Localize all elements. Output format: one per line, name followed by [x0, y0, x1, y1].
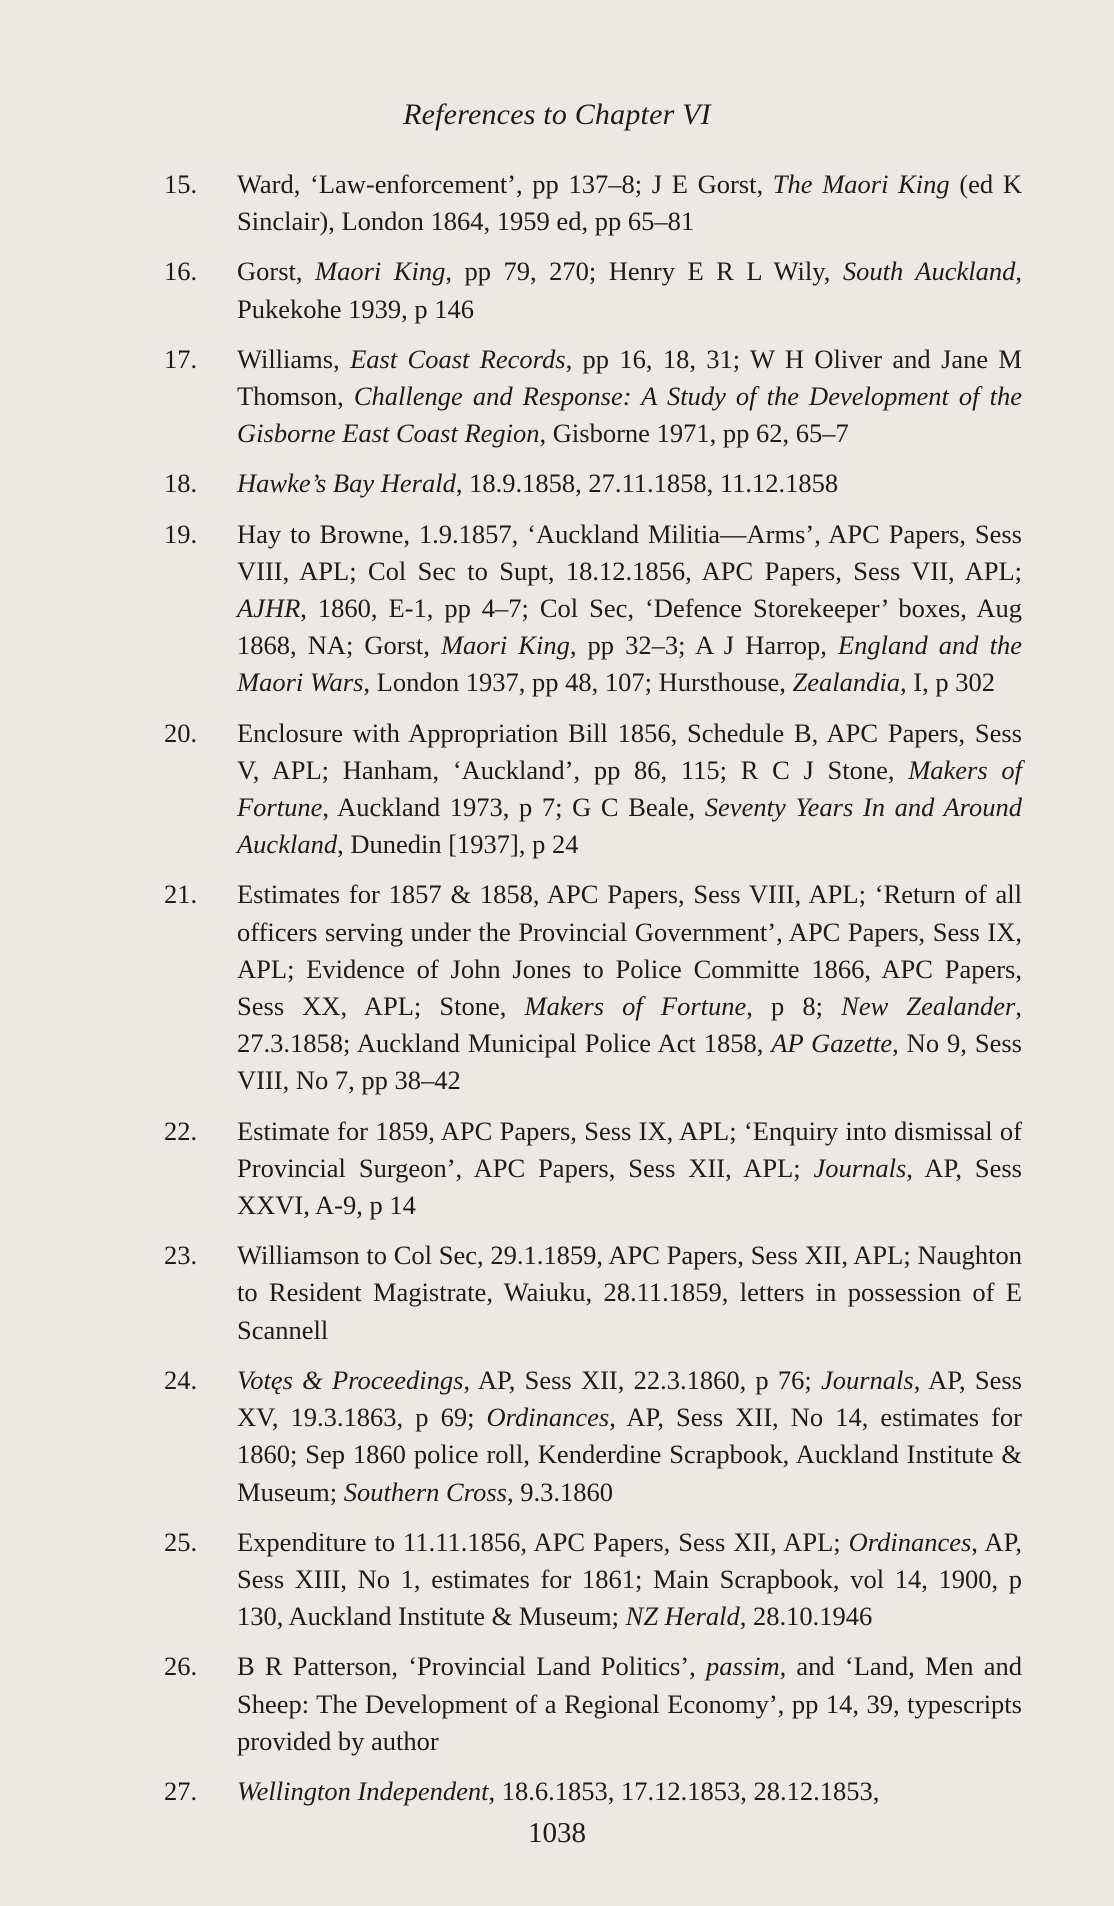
running-header: References to Chapter VI [403, 98, 711, 131]
reference-title: passim [705, 1651, 780, 1682]
reference-item [164, 1362, 1022, 1511]
reference-list [164, 166, 1022, 1823]
reference-text-segment: , pp 79, 270; Henry E R L Wily, [445, 256, 843, 287]
reference-text [237, 718, 1022, 860]
reference-text [237, 1776, 879, 1806]
reference-text-segment: , 28.10.1946 [739, 1601, 873, 1632]
reference-title: Hawke’s Bay Herald [237, 468, 456, 499]
reference-text [237, 1651, 1022, 1755]
reference-item [164, 1773, 1022, 1810]
reference-title: New Zealander [841, 991, 1016, 1022]
reference-text-segment: Williams, [237, 343, 351, 374]
reference-text-segment: Williamson to Col Sec, 29.1.1859, APC Papers, Sess XII, APL; Naughton to Resident Magistrate, Waiuku, 28.11.1859, letters in possession of E Scannell [237, 1240, 1022, 1345]
reference-text-segment: , AP, Sess XV, 19.3.1863, p 69; [237, 1364, 1022, 1433]
reference-number: 15. [164, 169, 198, 199]
reference-text-segment: , 18.9.1858, 27.11.1858, 11.12.1858 [455, 468, 839, 499]
reference-title: The Maori King [772, 169, 950, 199]
reference-text-segment: , Gisborne 1971, pp 62, 65–7 [539, 418, 849, 449]
reference-title: Makers of Fortune [524, 991, 747, 1022]
reference-number: 17. [164, 343, 198, 374]
reference-item [164, 1524, 1022, 1636]
reference-item [164, 516, 1022, 702]
reference-text [237, 344, 1022, 448]
reference-text [237, 468, 838, 498]
reference-text-segment: Estimates for 1857 & 1858, APC Papers, Sess VIII, APL; ‘Return of all officers serving under the Provincial Government’, APC Papers, Sess IX, APL; Evidence of John Jones to Police Committe 1866, APC Papers, Sess XX, APL; Stone, [237, 879, 1022, 1022]
reference-text-segment: Expenditure to 11.11.1856, APC Papers, Sess XII, APL; [237, 1526, 849, 1557]
reference-text-segment: Hay to Browne, 1.9.1857, ‘Auckland Militia—Arms’, APC Papers, Sess VIII, APL; Col Sec to Supt, 18.12.1856, APC Papers, Sess VII, APL; [237, 518, 1022, 586]
reference-text-segment: , I, p 302 [900, 667, 995, 698]
reference-text-segment: , No 9, Sess VIII, No 7, pp 38–42 [237, 1028, 1022, 1096]
reference-text [237, 1365, 1022, 1507]
reference-title: Ordinances [486, 1402, 610, 1433]
reference-number: 23. [164, 1240, 198, 1271]
page-number: 1038 [528, 1817, 586, 1849]
reference-item [164, 465, 1022, 502]
reference-text-segment: B R Patterson, ‘Provincial Land Politics’, [237, 1651, 706, 1682]
reference-title: AP Gazette [771, 1028, 893, 1059]
reference-text-segment: (ed K Sinclair), London 1864, 1959 ed, pp 65–81 [237, 169, 1022, 237]
reference-number: 25. [164, 1526, 198, 1557]
reference-number: 19. [164, 518, 198, 549]
reference-item [164, 1648, 1022, 1760]
reference-title: Maori King [440, 630, 570, 661]
reference-text [237, 1116, 1022, 1220]
reference-title: NZ Herald [625, 1601, 740, 1632]
reference-number: 21. [164, 879, 198, 910]
reference-text-segment: Ward, ‘Law-enforcement’, pp 137–8; J E Gorst, [237, 169, 773, 199]
reference-number: 27. [164, 1775, 198, 1806]
reference-title: Votęs & Proceedings [237, 1364, 464, 1395]
reference-text-segment: Gorst, [237, 256, 316, 287]
reference-text [237, 1240, 1022, 1344]
reference-item [164, 1237, 1022, 1349]
reference-title: Zealandia [792, 667, 901, 698]
reference-text-segment: Estimate for 1859, APC Papers, Sess IX, APL; ‘Enquiry into dismissal of Provincial Surgeon’, APC Papers, Sess XII, APL; [237, 1115, 1022, 1183]
reference-title: Journals [813, 1152, 907, 1183]
reference-text [237, 169, 1022, 236]
reference-title: England and the Maori Wars [237, 630, 1022, 698]
reference-text-segment: , 1860, E-1, pp 4–7; Col Sec, ‘Defence Storekeeper’ boxes, Aug 1868, NA; Gorst, [237, 593, 1022, 661]
reference-item [164, 1113, 1022, 1225]
reference-item [164, 253, 1022, 327]
reference-text-segment: , Dunedin [1937], p 24 [337, 829, 579, 860]
reference-text [237, 256, 1022, 323]
reference-title: Maori King [315, 256, 446, 287]
reference-number: 22. [164, 1115, 198, 1146]
reference-text-segment: , p 8; [746, 991, 842, 1022]
reference-title: AJHR [237, 593, 301, 624]
reference-number: 18. [164, 468, 198, 499]
reference-title: Challenge and Response: A Study of the Development of the Gisborne East Coast Region [237, 381, 1022, 449]
reference-text-segment: , pp 16, 18, 31; W H Oliver and Jane M Thomson, [237, 343, 1022, 412]
reference-title: Wellington Independent [237, 1775, 489, 1806]
reference-title: South Auckland [842, 256, 1016, 287]
reference-text-segment: , 18.6.1853, 17.12.1853, 28.12.1853, [488, 1775, 880, 1806]
reference-number: 26. [164, 1651, 198, 1682]
reference-item [164, 341, 1022, 453]
reference-text-segment: , AP, Sess XII, No 14, estimates for 1860; Sep 1860 police roll, Kenderdine Scrapbook, Auckland Institute & Museum; [237, 1402, 1022, 1507]
reference-title: East Coast Records [350, 343, 566, 374]
reference-text-segment: , AP, Sess XXVI, A-9, p 14 [237, 1152, 1022, 1221]
reference-text [237, 879, 1022, 1095]
reference-title: Ordinances [848, 1526, 972, 1557]
reference-title: Makers of Fortune [237, 754, 1022, 823]
reference-text-segment: , pp 32–3; A J Harrop, [569, 630, 838, 661]
reference-number: 24. [164, 1364, 198, 1395]
reference-text [237, 1527, 1022, 1631]
reference-number: 20. [164, 717, 198, 748]
reference-title: Southern Cross [343, 1476, 507, 1507]
reference-text-segment: , AP, Sess XII, 22.3.1860, p 76; [463, 1364, 821, 1395]
reference-text-segment: , London 1937, pp 48, 107; Hursthouse, [363, 667, 793, 698]
reference-item [164, 876, 1022, 1099]
reference-title: Journals [820, 1364, 914, 1395]
reference-text [237, 519, 1022, 698]
reference-item [164, 715, 1022, 864]
reference-item [164, 166, 1022, 240]
reference-text-segment: , AP, Sess XIII, No 1, estimates for 1861; Main Scrapbook, vol 14, 1900, p 130, Auckland Institute & Museum; [237, 1526, 1022, 1632]
reference-text-segment: , and ‘Land, Men and Sheep: The Development of a Regional Economy’, pp 14, 39, typescripts provided by author [237, 1651, 1023, 1756]
reference-text-segment: , Auckland 1973, p 7; G C Beale, [322, 792, 705, 823]
reference-number: 16. [164, 256, 198, 287]
reference-title: Seventy Years In and Around Auckland [237, 792, 1023, 860]
reference-text-segment: , 27.3.1858; Auckland Municipal Police Act 1858, [237, 991, 1022, 1059]
reference-text-segment: , Pukekohe 1939, p 146 [237, 256, 1022, 324]
reference-text-segment: , 9.3.1860 [506, 1476, 613, 1507]
reference-text-segment: Enclosure with Appropriation Bill 1856, Schedule B, APC Papers, Sess V, APL; Hanham, ‘Auckland’, pp 86, 115; R C J Stone, [237, 717, 1022, 785]
